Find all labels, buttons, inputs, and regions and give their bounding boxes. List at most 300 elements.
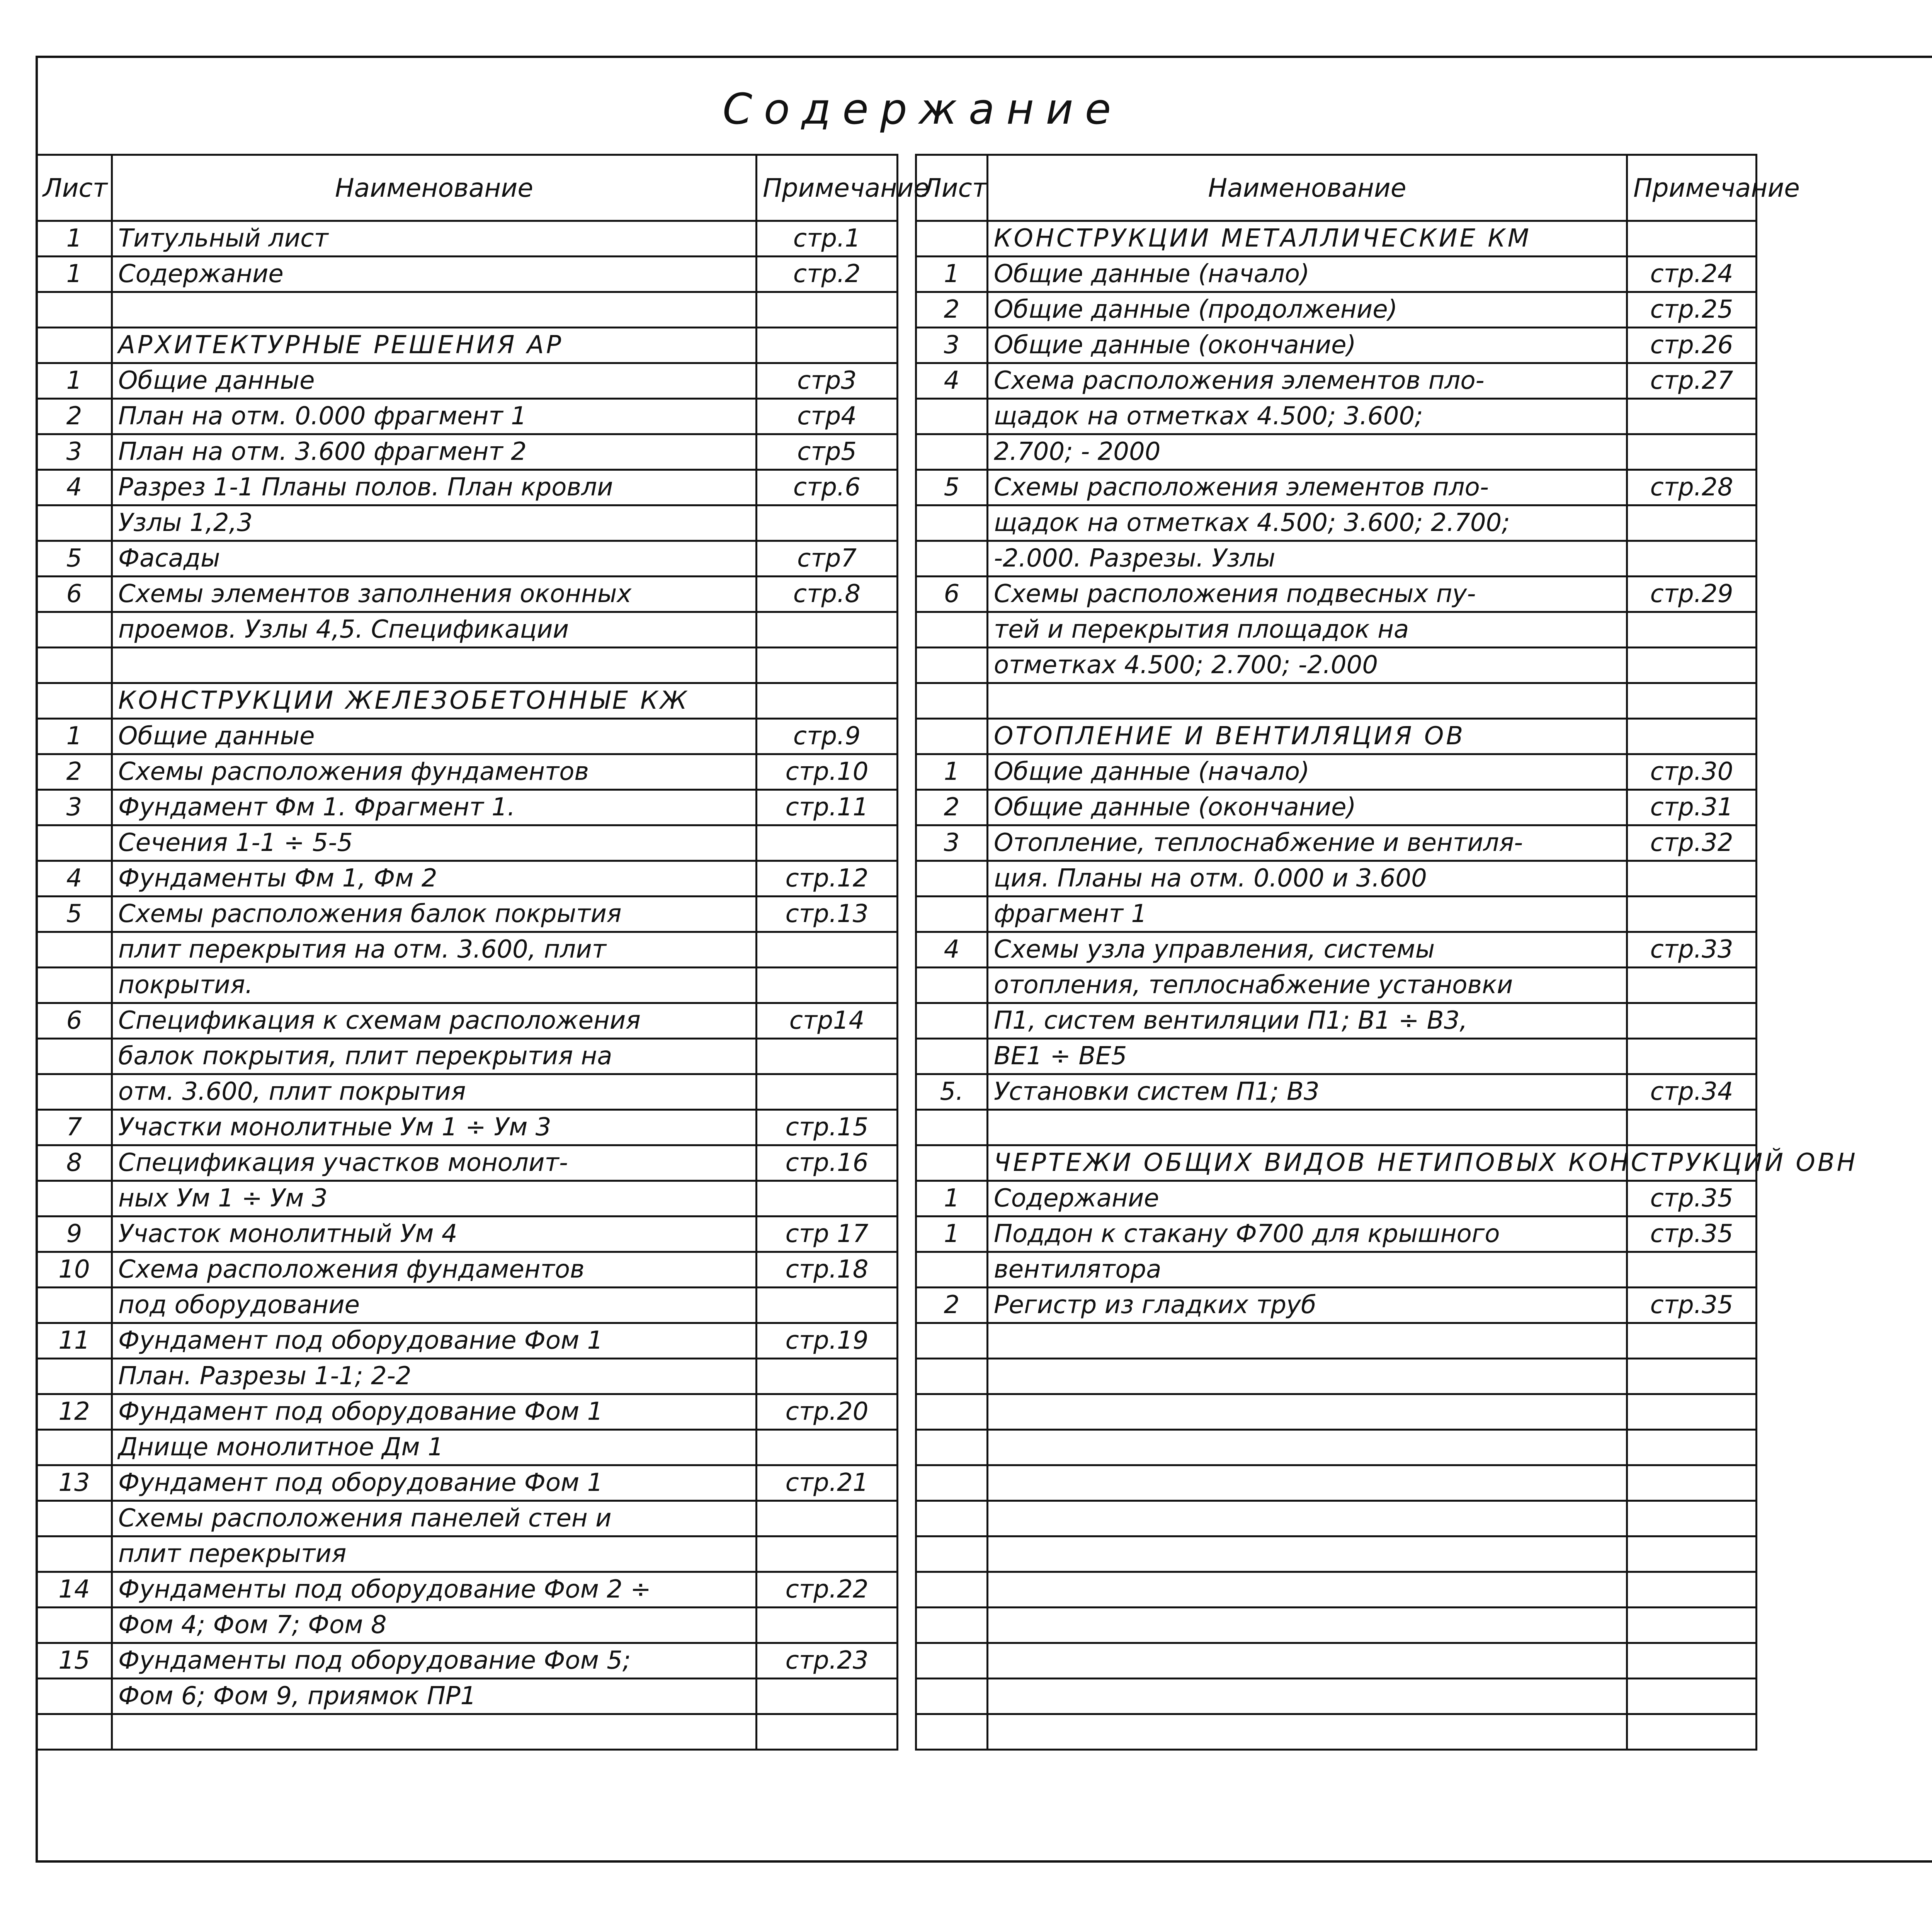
item-name-cell [988,683,1627,719]
table-row [37,221,898,257]
table-row [916,1181,1757,1217]
page-note-cell [1627,1465,1757,1501]
sheet-number-cell [37,1288,112,1323]
page-note-cell [757,1181,898,1217]
table-row [37,719,898,754]
table-row [916,1145,1757,1181]
sheet-number-cell: 9 [37,1217,112,1252]
sheet-number-cell: 6 [916,577,988,612]
item-name-cell [112,292,757,328]
table-row [37,1572,898,1608]
item-name-cell: Отопление, теплоснабжение и вентиля- [988,825,1627,861]
item-name-cell: Спецификация участков монолит- [112,1145,757,1181]
table-row [916,292,1757,328]
item-name-cell [988,1714,1627,1750]
page-note-cell [1627,1430,1757,1465]
item-name-cell: Схемы расположения балок покрытия [112,897,757,932]
sheet-number-cell [916,612,988,648]
page-note-cell: стр3 [757,363,898,399]
section-heading-cell: КОНСТРУКЦИИ МЕТАЛЛИЧЕСКИЕ КМ [988,221,1627,257]
sheet-number-cell: 1 [37,719,112,754]
table-row [37,754,898,790]
table-row [37,1679,898,1714]
table-row [916,1501,1757,1536]
page-note-cell [757,1074,898,1110]
sheet-number-cell [916,1039,988,1074]
sheet-number-cell [916,648,988,683]
sheet-number-cell: 1 [37,257,112,292]
page-note-cell [1627,719,1757,754]
table-row [37,1003,898,1039]
sheet-number-cell: 4 [916,363,988,399]
page-note-cell: стр.16 [757,1145,898,1181]
sheet-number-cell [37,328,112,363]
item-name-cell: Общие данные (продолжение) [988,292,1627,328]
sheet-number-cell [916,719,988,754]
page-note-cell: стр 17 [757,1217,898,1252]
page-note-cell [757,1536,898,1572]
sheet-number-cell: 2 [916,790,988,825]
page-note-cell [757,825,898,861]
table-row [916,861,1757,897]
sheet-number-cell [916,434,988,470]
table-row [916,1394,1757,1430]
sheet-number-cell [916,897,988,932]
header-name: Наименование [112,155,757,221]
table-row [37,683,898,719]
table-row [37,825,898,861]
item-name-cell [988,1501,1627,1536]
page-note-cell [1627,1572,1757,1608]
page-note-cell [1627,1643,1757,1679]
table-row [916,1288,1757,1323]
table-row [916,754,1757,790]
item-name-cell: Участок монолитный Ум 4 [112,1217,757,1252]
page-note-cell: стр5 [757,434,898,470]
table-header-row [916,155,1757,221]
sheet-number-cell [37,648,112,683]
item-name-cell: Разрез 1-1 Планы полов. План кровли [112,470,757,505]
item-name-cell [988,1679,1627,1714]
page-note-cell: стр.24 [1627,257,1757,292]
sheet-number-cell: 1 [916,1181,988,1217]
sheet-number-cell [916,1679,988,1714]
page-note-cell: стр.20 [757,1394,898,1430]
item-name-cell [988,1110,1627,1145]
sheet-number-cell [916,1572,988,1608]
item-name-cell: щадок на отметках 4.500; 3.600; 2.700; [988,505,1627,541]
sheet-number-cell [37,505,112,541]
item-name-cell: Схемы расположения подвесных пу- [988,577,1627,612]
sheet-number-cell: 5. [916,1074,988,1110]
item-name-cell: Сечения 1-1 ÷ 5-5 [112,825,757,861]
table-row [916,257,1757,292]
page-note-cell [1627,612,1757,648]
table-row [916,648,1757,683]
section-heading-cell: ОТОПЛЕНИЕ И ВЕНТИЛЯЦИЯ ОВ [988,719,1627,754]
table-row [37,968,898,1003]
item-name-cell: План на отм. 3.600 фрагмент 2 [112,434,757,470]
item-name-cell [988,1394,1627,1430]
table-row [916,1003,1757,1039]
page-note-cell: стр.27 [1627,363,1757,399]
item-name-cell [112,1714,757,1750]
sheet-number-cell [916,1359,988,1394]
item-name-cell: Схемы элементов заполнения оконных [112,577,757,612]
table-row [916,577,1757,612]
table-row [37,505,898,541]
sheet-number-cell [37,1074,112,1110]
item-name-cell: Схемы расположения элементов пло- [988,470,1627,505]
sheet-number-cell: 11 [37,1323,112,1359]
page-note-cell [757,292,898,328]
page-note-cell: стр.18 [757,1252,898,1288]
item-name-cell: 2.700; - 2000 [988,434,1627,470]
page-note-cell: стр14 [757,1003,898,1039]
table-row [916,363,1757,399]
page-note-cell [757,1288,898,1323]
item-name-cell: Фом 6; Фом 9, приямок ПР1 [112,1679,757,1714]
sheet-number-cell [916,1252,988,1288]
page-title: Содержание [723,84,1123,134]
table-row [916,1679,1757,1714]
sheet-number-cell [916,399,988,434]
item-name-cell: Общие данные (окончание) [988,790,1627,825]
header-sheet: Лист [916,155,988,221]
page-note-cell: стр.19 [757,1323,898,1359]
table-row [37,932,898,968]
sheet-number-cell [37,1536,112,1572]
table-row [37,1074,898,1110]
table-row [37,897,898,932]
table-row [37,1217,898,1252]
table-row [916,1536,1757,1572]
sheet-number-cell: 3 [916,825,988,861]
page-note-cell [1627,1714,1757,1750]
sheet-number-cell [916,1003,988,1039]
sheet-number-cell [37,932,112,968]
item-name-cell: тей и перекрытия площадок на [988,612,1627,648]
table-row [37,790,898,825]
page-note-cell: стр.35 [1627,1217,1757,1252]
sheet-number-cell [916,968,988,1003]
item-name-cell: плит перекрытия на отм. 3.600, плит [112,932,757,968]
sheet-number-cell [916,1430,988,1465]
page-note-cell: стр.21 [757,1465,898,1501]
header-name: Наименование [988,155,1627,221]
table-row [916,541,1757,577]
page-note-cell [1627,1359,1757,1394]
item-name-cell: Схемы узла управления, системы [988,932,1627,968]
page-note-cell [1627,683,1757,719]
page-note-cell: стр.33 [1627,932,1757,968]
page-note-cell: стр.8 [757,577,898,612]
item-name-cell: под оборудование [112,1288,757,1323]
sheet-number-cell: 15 [37,1643,112,1679]
table-row [37,399,898,434]
sheet-number-cell: 4 [37,470,112,505]
sheet-number-cell [37,1039,112,1074]
item-name-cell: Общие данные (начало) [988,257,1627,292]
item-name-cell: План на отм. 0.000 фрагмент 1 [112,399,757,434]
page-note-cell: стр.35 [1627,1288,1757,1323]
item-name-cell [988,1608,1627,1643]
page-note-cell: стр.31 [1627,790,1757,825]
item-name-cell: ных Ум 1 ÷ Ум 3 [112,1181,757,1217]
table-row [916,1430,1757,1465]
item-name-cell [988,1323,1627,1359]
page-note-cell: стр.22 [757,1572,898,1608]
sheet-number-cell: 1 [916,257,988,292]
frame-bottom [36,1860,1932,1863]
page-note-cell: стр.30 [1627,754,1757,790]
sheet-number-cell: 3 [37,790,112,825]
table-row [916,612,1757,648]
page-note-cell [757,1608,898,1643]
table-row [916,328,1757,363]
item-name-cell: Общие данные [112,719,757,754]
table-row [37,328,898,363]
table-row [916,1074,1757,1110]
sheet-number-cell: 10 [37,1252,112,1288]
sheet-number-cell [916,1110,988,1145]
table-row [916,968,1757,1003]
page-note-cell [1627,1679,1757,1714]
item-name-cell: вентилятора [988,1252,1627,1288]
sheet-number-cell: 2 [916,292,988,328]
table-row [37,861,898,897]
item-name-cell: Фундамент под оборудование Фом 1 [112,1323,757,1359]
table-row [916,434,1757,470]
contents-table-left [36,154,929,1751]
page-note-cell: стр.29 [1627,577,1757,612]
page-note-cell [1627,648,1757,683]
table-row [916,221,1757,257]
item-name-cell: фрагмент 1 [988,897,1627,932]
page-note-cell [1627,861,1757,897]
page-note-cell: стр.10 [757,754,898,790]
item-name-cell [988,1572,1627,1608]
page-note-cell [1627,541,1757,577]
sheet-number-cell: 5 [916,470,988,505]
page-note-cell [1627,968,1757,1003]
item-name-cell: Схема расположения фундаментов [112,1252,757,1288]
sheet-number-cell [916,1536,988,1572]
item-name-cell: Схемы расположения фундаментов [112,754,757,790]
sheet-number-cell: 3 [916,328,988,363]
item-name-cell: Фундаменты под оборудование Фом 2 ÷ [112,1572,757,1608]
sheet-number-cell [916,1608,988,1643]
sheet-number-cell: 1 [916,754,988,790]
page-note-cell: стр7 [757,541,898,577]
table-row [37,612,898,648]
table-row [37,1181,898,1217]
page-note-cell: стр.9 [757,719,898,754]
table-row [916,790,1757,825]
table-row [916,399,1757,434]
header-note: Примечание [757,155,898,221]
sheet-number-cell [37,612,112,648]
table-row [916,932,1757,968]
item-name-cell: Спецификация к схемам расположения [112,1003,757,1039]
table-header-row [37,155,898,221]
header-note: Примечание [1627,155,1757,221]
table-row [916,1359,1757,1394]
table-row [37,577,898,612]
table-row [37,292,898,328]
item-name-cell: отм. 3.600, плит покрытия [112,1074,757,1110]
page-note-cell [1627,1501,1757,1536]
table-row [37,1288,898,1323]
section-heading-cell: АРХИТЕКТУРНЫЕ РЕШЕНИЯ АР [112,328,757,363]
page-note-cell [757,1714,898,1750]
item-name-cell: Фундаменты под оборудование Фом 5; [112,1643,757,1679]
page-note-cell [757,328,898,363]
item-name-cell: Фундамент под оборудование Фом 1 [112,1465,757,1501]
sheet-number-cell: 12 [37,1394,112,1430]
item-name-cell: Содержание [988,1181,1627,1217]
item-name-cell [988,1430,1627,1465]
table-row [37,1359,898,1394]
table-row [916,897,1757,932]
sheet-number-cell: 2 [37,399,112,434]
item-name-cell: Схема расположения элементов пло- [988,363,1627,399]
sheet-number-cell [37,1181,112,1217]
table-row [916,1110,1757,1145]
sheet-number-cell [37,683,112,719]
contents-table-right [915,154,1858,1751]
table-row [37,1536,898,1572]
table-row [916,470,1757,505]
item-name-cell: покрытия. [112,968,757,1003]
item-name-cell: Фундамент под оборудование Фом 1 [112,1394,757,1430]
sheet-number-cell [916,505,988,541]
sheet-number-cell: 4 [37,861,112,897]
table-row [37,1252,898,1288]
sheet-number-cell: 6 [37,577,112,612]
item-name-cell: Поддон к стакану Ф700 для крышного [988,1217,1627,1252]
table-row [916,683,1757,719]
table-row [37,1430,898,1465]
page-note-cell [1627,221,1757,257]
sheet-number-cell [916,541,988,577]
sheet-number-cell: 1 [37,221,112,257]
table-row [916,1323,1757,1359]
page-note-cell: стр.1 [757,221,898,257]
sheet-number-cell: 4 [916,932,988,968]
sheet-number-cell: 13 [37,1465,112,1501]
page-note-cell [757,1430,898,1465]
page-note-cell [1627,505,1757,541]
item-name-cell: Регистр из гладких труб [988,1288,1627,1323]
section-heading-cell: КОНСТРУКЦИИ ЖЕЛЕЗОБЕТОННЫЕ КЖ [112,683,757,719]
sheet-number-cell [916,221,988,257]
table-row [37,1145,898,1181]
table-row [37,541,898,577]
table-row [37,470,898,505]
item-name-cell: ВЕ1 ÷ ВЕ5 [988,1039,1627,1074]
item-name-cell: Фасады [112,541,757,577]
item-name-cell: Установки систем П1; В3 [988,1074,1627,1110]
page-note-cell: стр.34 [1627,1074,1757,1110]
item-name-cell: Участки монолитные Ум 1 ÷ Ум 3 [112,1110,757,1145]
sheet-number-cell: 1 [37,363,112,399]
table-row [916,719,1757,754]
table-row [37,1501,898,1536]
item-name-cell: отопления, теплоснабжение установки [988,968,1627,1003]
page-note-cell [1627,1536,1757,1572]
item-name-cell: П1, систем вентиляции П1; В1 ÷ В3, [988,1003,1627,1039]
sheet-number-cell [916,1501,988,1536]
page-note-cell [1627,1003,1757,1039]
sheet-number-cell: 3 [37,434,112,470]
sheet-number-cell [37,1501,112,1536]
page-note-cell: стр.26 [1627,328,1757,363]
item-name-cell: проемов. Узлы 4,5. Спецификации [112,612,757,648]
page-note-cell [1627,434,1757,470]
page-note-cell [1627,1039,1757,1074]
page-note-cell: стр4 [757,399,898,434]
table-row [37,1608,898,1643]
page-note-cell: стр.23 [757,1643,898,1679]
item-name-cell: Общие данные (начало) [988,754,1627,790]
sheet-number-cell: 7 [37,1110,112,1145]
table-row [916,1039,1757,1074]
item-name-cell: ция. Планы на отм. 0.000 и 3.600 [988,861,1627,897]
sheet-number-cell [37,968,112,1003]
page-note-cell: стр.12 [757,861,898,897]
table-row [37,257,898,292]
item-name-cell: Схемы расположения панелей стен и [112,1501,757,1536]
page-note-cell [757,505,898,541]
table-row [37,363,898,399]
page-note-cell [1627,399,1757,434]
page-note-cell [757,1679,898,1714]
sheet-number-cell [916,1323,988,1359]
item-name-cell: -2.000. Разрезы. Узлы [988,541,1627,577]
item-name-cell: Фундаменты Фм 1, Фм 2 [112,861,757,897]
page-note-cell [757,1501,898,1536]
page-note-cell [757,1359,898,1394]
table-row [916,1608,1757,1643]
sheet-number-cell [37,292,112,328]
sheet-number-cell: 2 [916,1288,988,1323]
item-name-cell [112,648,757,683]
item-name-cell [988,1359,1627,1394]
sheet-number-cell [916,1465,988,1501]
page-note-cell [757,1039,898,1074]
item-name-cell: балок покрытия, плит перекрытия на [112,1039,757,1074]
table-row [37,648,898,683]
item-name-cell: Содержание [112,257,757,292]
sheet-number-cell [916,1643,988,1679]
page-note-cell [757,612,898,648]
table-row [37,434,898,470]
table-row [37,1394,898,1430]
table-row [37,1714,898,1750]
item-name-cell: Титульный лист [112,221,757,257]
item-name-cell [988,1465,1627,1501]
table-row [37,1465,898,1501]
sheet-number-cell [916,1145,988,1181]
frame-top [36,56,1932,58]
page-note-cell: стр.15 [757,1110,898,1145]
page-note-cell: стр.6 [757,470,898,505]
table-row [916,1465,1757,1501]
table-row [916,825,1757,861]
sheet-number-cell [916,683,988,719]
item-name-cell [988,1643,1627,1679]
